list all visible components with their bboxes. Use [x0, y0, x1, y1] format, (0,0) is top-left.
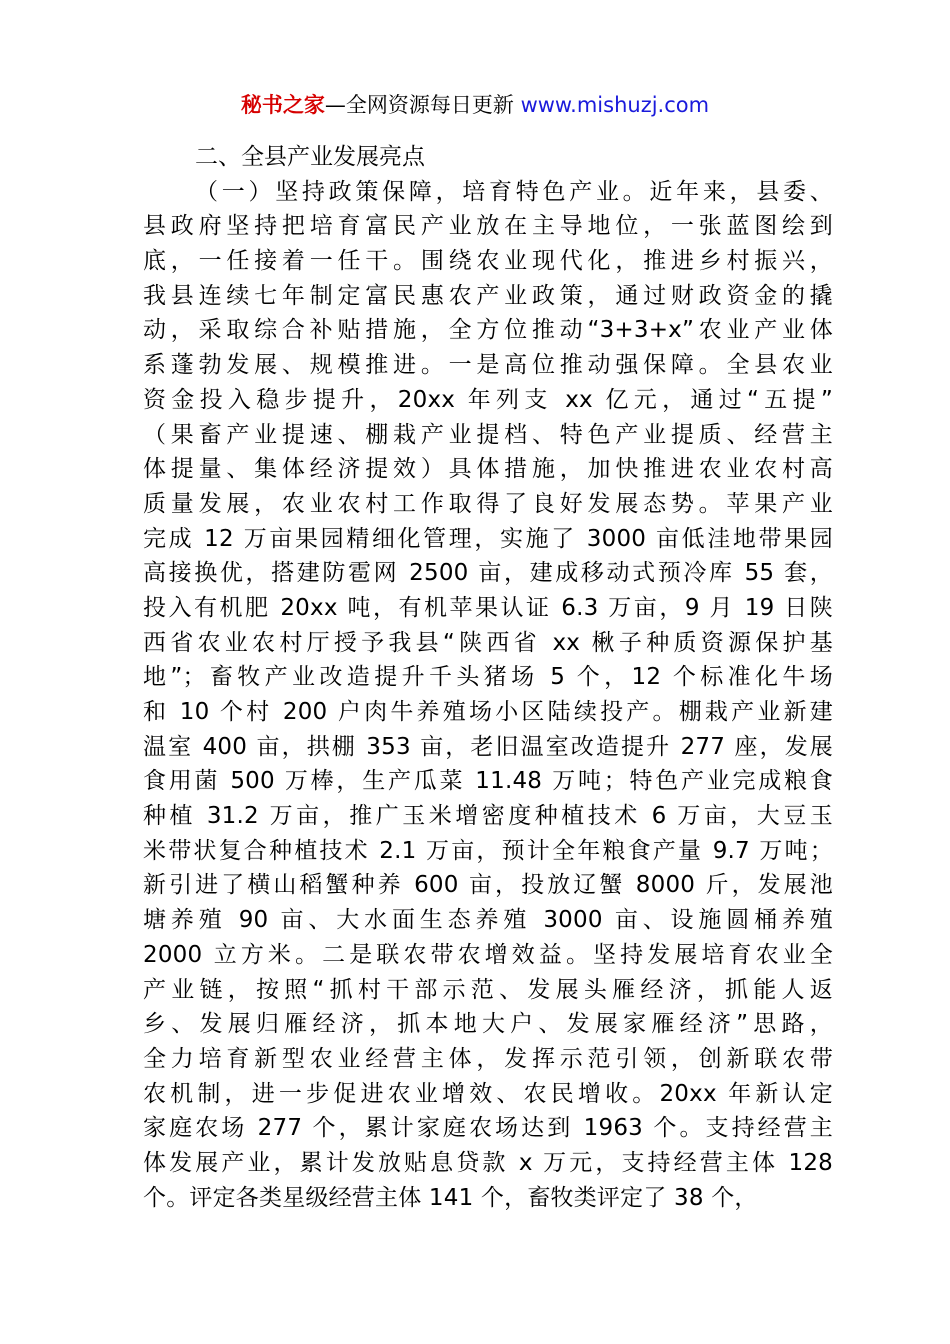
paragraph-line: 食用菌 500 万棒，生产瓜菜 11.48 万吨；特色产业完成粮食: [143, 768, 833, 795]
paragraph-line: 新引进了横山稻蟹种养 600 亩，投放辽蟹 8000 斤，发展池: [143, 872, 833, 899]
paragraph-line: 县政府坚持把培育富民产业放在主导地位，一张蓝图绘到: [143, 213, 833, 240]
paragraph-line: 资金投入稳步提升，20xx 年列支 xx 亿元，通过“五提”: [143, 386, 833, 413]
paragraph-line: 种植 31.2 万亩，推广玉米增密度种植技术 6 万亩，大豆玉: [143, 803, 833, 830]
paragraph-line: 农机制，进一步促进农业增效、农民增收。20xx 年新认定: [143, 1080, 833, 1107]
paragraph-line: 和 10 个村 200 户肉牛养殖场小区陆续投产。棚栽产业新建: [143, 699, 833, 725]
section-heading: 二、全县产业发展亮点: [195, 144, 425, 170]
paragraph-line: 投入有机肥 20xx 吨，有机苹果认证 6.3 万亩，9 月 19 日陕: [143, 594, 833, 621]
paragraph-line: 质量发展，农业农村工作取得了良好发展态势。苹果产业: [143, 490, 833, 517]
paragraph-line: 高接换优，搭建防雹网 2500 亩，建成移动式预冷库 55 套，: [143, 560, 833, 587]
paragraph-line: 底，一任接着一任干。围绕农业现代化，推进乡村振兴，: [143, 248, 833, 275]
site-header-banner: [0, 88, 950, 122]
paragraph-line: 系蓬勃发展、规模推进。一是高位推动强保障。全县农业: [143, 352, 833, 379]
paragraph-line: 米带状复合种植技术 2.1 万亩，预计全年粮食产量 9.7 万吨；: [143, 837, 833, 864]
paragraph-line: 产业链，按照“抓村干部示范、发展头雁经济，抓能人返: [143, 976, 833, 1003]
site-url-link[interactable]: www.mishuzj.com: [520, 93, 710, 117]
site-tagline: —全网资源每日更新: [324, 93, 521, 117]
paragraph-line: 塘养殖 90 亩、大水面生态养殖 3000 亩、设施圆桶养殖: [143, 907, 833, 934]
paragraph-industry-policy: [143, 175, 833, 1216]
paragraph-line: （一）坚持政策保障，培育特色产业。近年来，县委、: [195, 178, 833, 205]
paragraph-line: 家庭农场 277 个，累计家庭农场达到 1963 个。支持经营主: [143, 1115, 833, 1142]
paragraph-line: 体发展产业，累计发放贴息贷款 x 万元，支持经营主体 128: [143, 1149, 833, 1176]
paragraph-line: 完成 12 万亩果园精细化管理，实施了 3000 亩低洼地带果园: [143, 525, 833, 552]
site-brand-name: 秘书之家: [240, 93, 325, 117]
paragraph-line: 地”；畜牧产业改造提升千头猪场 5 个，12 个标准化牛场: [143, 664, 833, 691]
paragraph-line: 体提量、集体经济提效）具体措施，加快推进农业农村高: [143, 456, 833, 483]
paragraph-line: 乡、发展归雁经济，抓本地大户、发展家雁经济”思路，: [143, 1011, 833, 1038]
paragraph-line: （果畜产业提速、棚栽产业提档、特色产业提质、经营主: [143, 421, 833, 448]
paragraph-line: 温室 400 亩，拱棚 353 亩，老旧温室改造提升 277 座，发展: [143, 733, 833, 760]
paragraph-line: 我县连续七年制定富民惠农产业政策，通过财政资金的撬: [143, 282, 833, 309]
paragraph-line: 动，采取综合补贴措施，全方位推动“3+3+x”农业产业体: [143, 317, 833, 344]
paragraph-line: 个。评定各类星级经营主体 141 个，畜牧类评定了 38 个，: [143, 1184, 758, 1211]
paragraph-line: 2000 立方米。二是联农带农增效益。坚持发展培育农业全: [143, 941, 833, 968]
document-body: [143, 140, 833, 1215]
paragraph-line: 全力培育新型农业经营主体，发挥示范引领，创新联农带: [143, 1045, 833, 1072]
paragraph-line: 西省农业农村厅授予我县“陕西省 xx 楸子种质资源保护基: [143, 629, 833, 656]
